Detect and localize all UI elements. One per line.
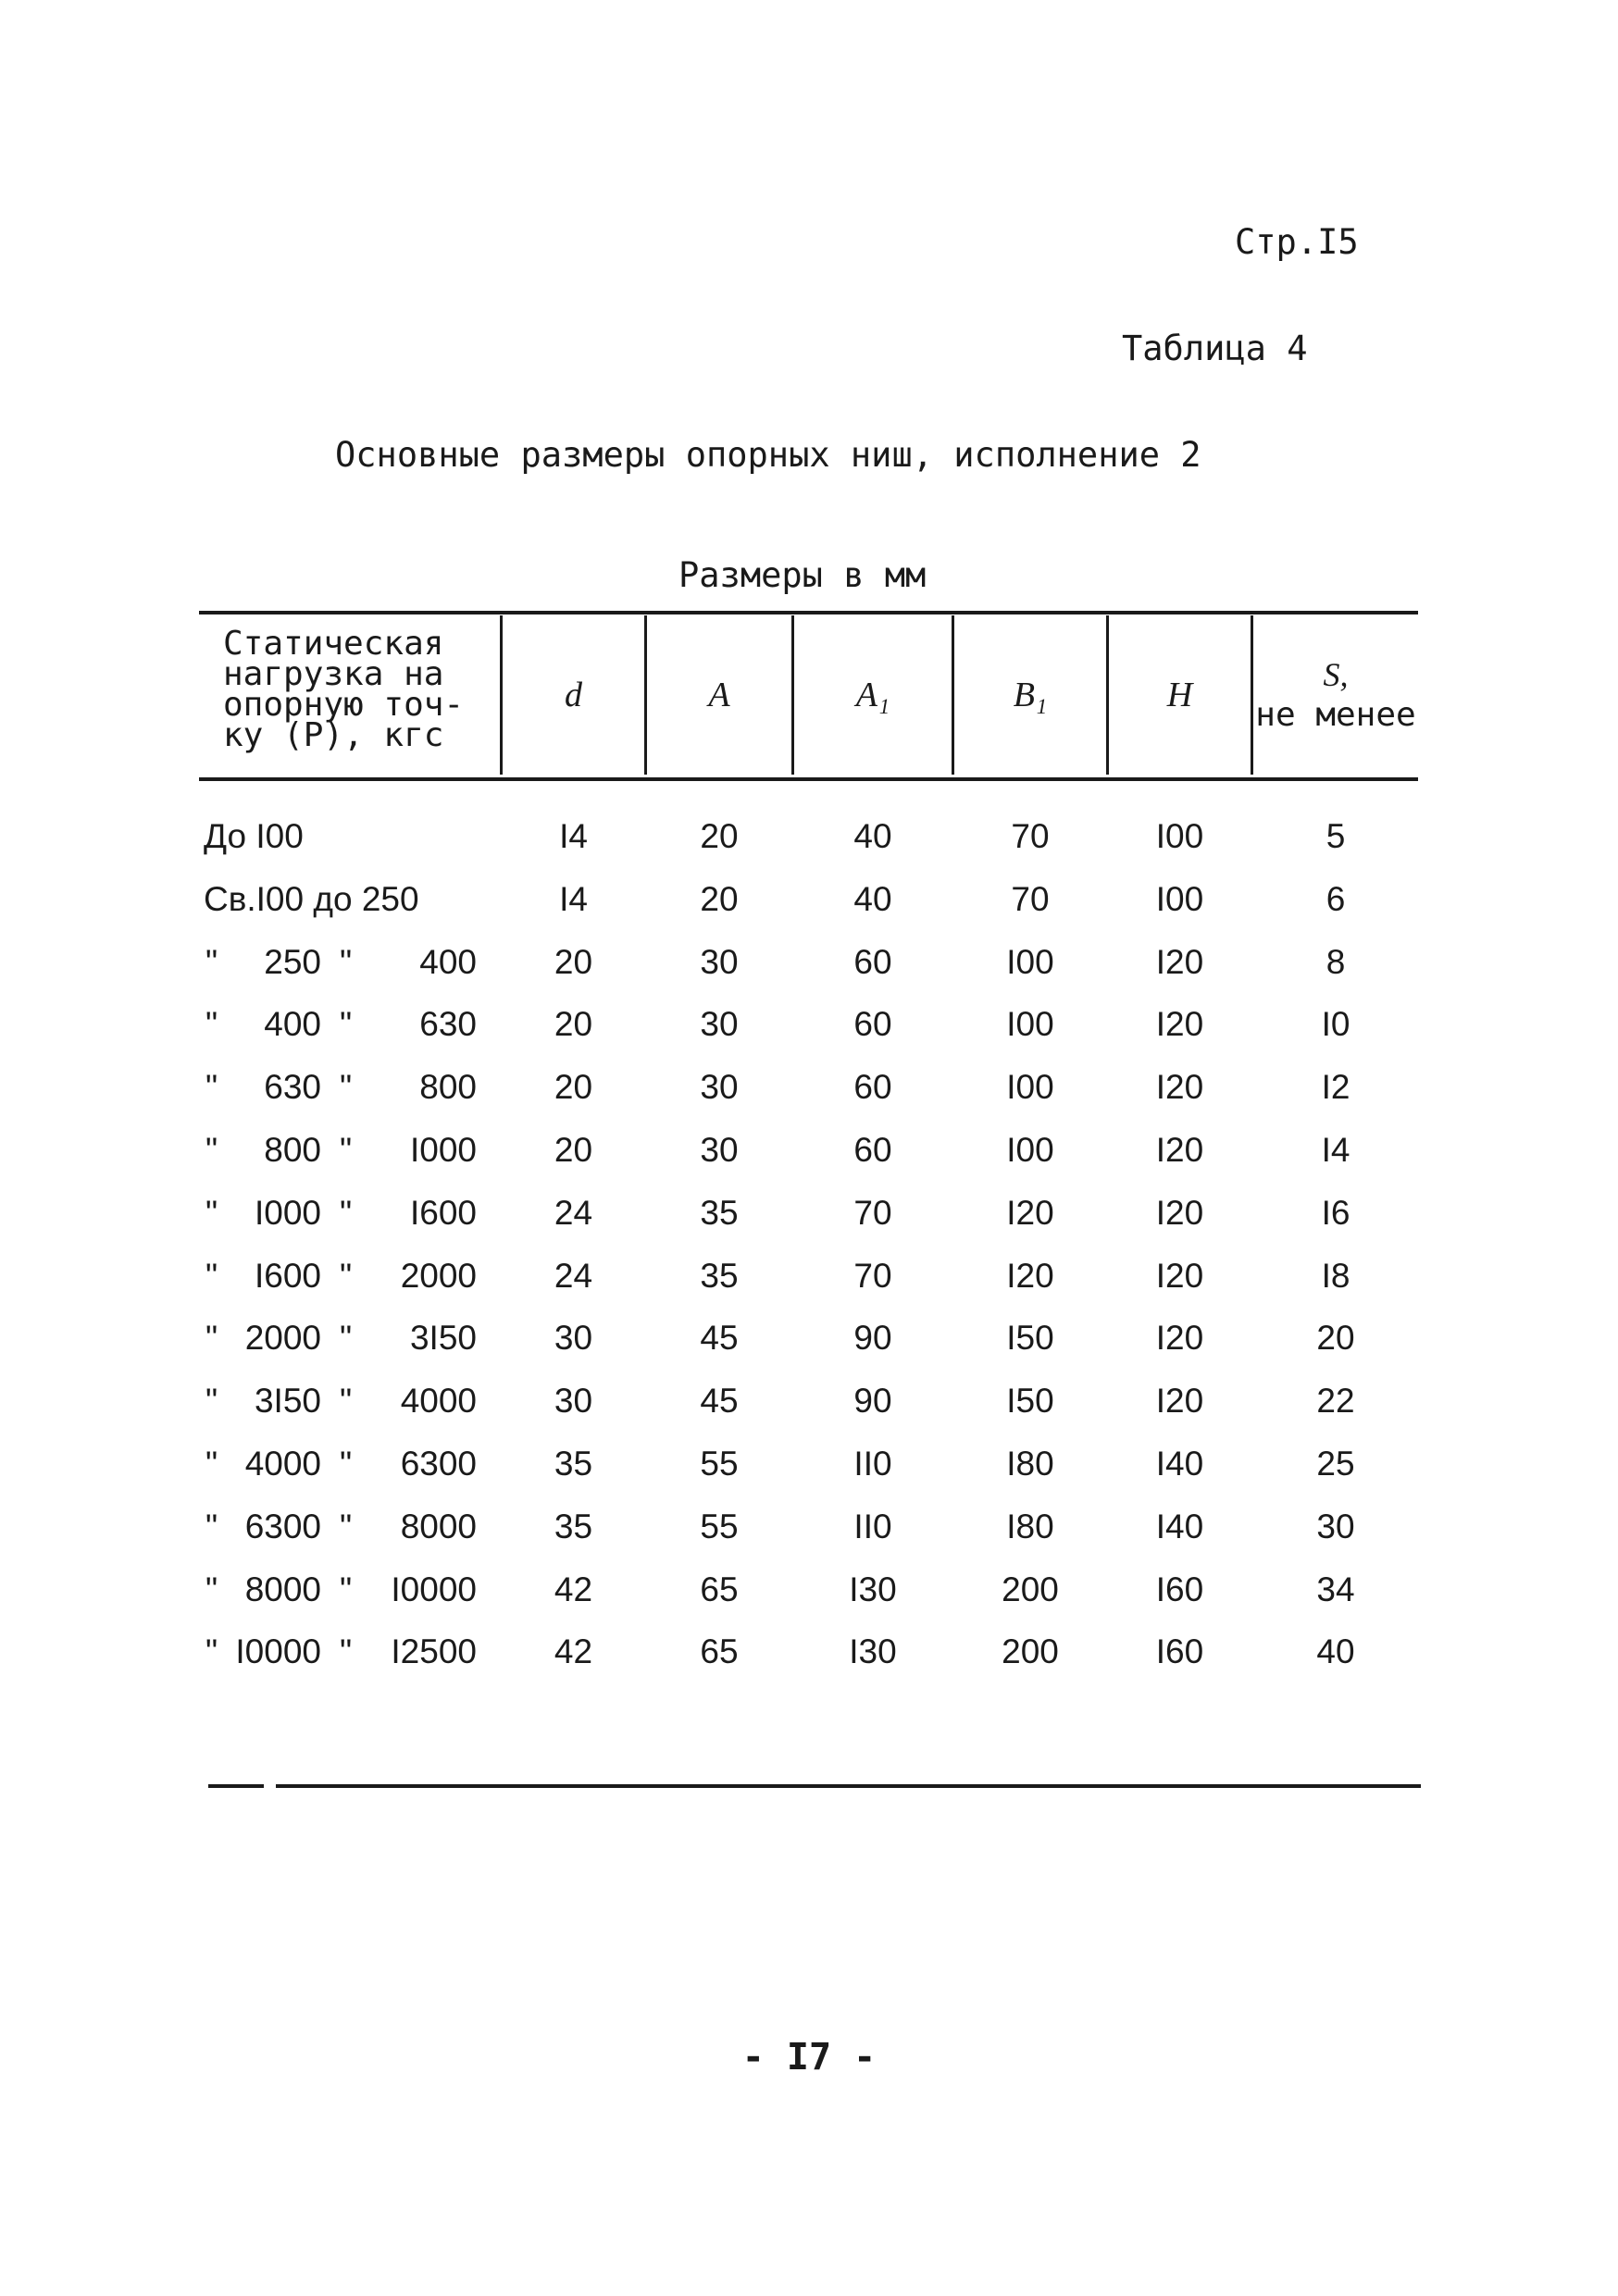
load-to-cell: 400	[419, 942, 477, 981]
ditto-mark: "	[340, 1256, 353, 1295]
ditto-mark: "	[340, 1131, 353, 1169]
load-range-cell: До I00	[204, 817, 304, 855]
value-cell-d: 20	[554, 1131, 593, 1169]
header-s-symbol: S,	[1323, 656, 1349, 693]
ditto-mark: "	[340, 1445, 353, 1483]
table-row	[199, 1119, 1418, 1182]
value-cell-a1: 60	[853, 942, 892, 981]
load-from-cell: I600	[254, 1256, 321, 1295]
table-row	[199, 1307, 1418, 1370]
value-cell-a1: 90	[853, 1319, 892, 1358]
value-cell-b1: I00	[1006, 1131, 1054, 1169]
ditto-mark: "	[205, 1570, 218, 1608]
value-cell-h: I20	[1155, 1319, 1204, 1358]
value-cell-d: 24	[554, 1193, 593, 1232]
ditto-mark: "	[340, 1193, 353, 1232]
value-cell-h: I20	[1155, 1382, 1204, 1421]
value-cell-d: 30	[554, 1382, 593, 1421]
value-cell-d: 30	[554, 1319, 593, 1358]
ditto-mark: "	[205, 1193, 218, 1232]
value-cell-s: 34	[1316, 1570, 1355, 1608]
load-to-cell: 800	[419, 1068, 477, 1107]
load-to-cell: I600	[409, 1193, 477, 1232]
value-cell-h: I00	[1155, 817, 1204, 855]
load-from-cell: I0000	[235, 1632, 321, 1671]
value-cell-b1: 70	[1011, 879, 1050, 918]
header-a1: A₁	[855, 676, 890, 714]
load-to-cell: 6300	[400, 1445, 477, 1483]
value-cell-b1: I00	[1006, 942, 1054, 981]
ditto-mark: "	[340, 1570, 353, 1608]
value-cell-a: 20	[700, 817, 739, 855]
header-s-note: не менее	[1255, 696, 1416, 734]
value-cell-d: 35	[554, 1445, 593, 1483]
load-from-cell: 8000	[244, 1570, 321, 1608]
ditto-mark: "	[205, 1068, 218, 1107]
value-cell-a1: 40	[853, 879, 892, 918]
header-load-line: ку (P), кгс	[223, 716, 444, 754]
load-from-cell: 3I50	[254, 1382, 321, 1421]
units-note: Размеры в мм	[678, 555, 927, 595]
table-label: Таблица 4	[1122, 329, 1308, 368]
ditto-mark: "	[205, 1632, 218, 1671]
load-from-cell: 400	[264, 1005, 321, 1044]
load-from-cell: I000	[254, 1193, 321, 1232]
value-cell-b1: I80	[1006, 1445, 1054, 1483]
table-title: Основные размеры опорных ниш, исполнение 2	[335, 435, 1201, 475]
value-cell-d: 42	[554, 1570, 593, 1608]
value-cell-a: 30	[700, 1005, 739, 1044]
value-cell-a1: 60	[853, 1068, 892, 1107]
value-cell-h: I40	[1155, 1445, 1204, 1483]
value-cell-s: 22	[1316, 1382, 1355, 1421]
table-row	[199, 1433, 1418, 1496]
value-cell-h: I00	[1155, 879, 1204, 918]
value-cell-s: 6	[1326, 879, 1346, 918]
load-to-cell: 630	[419, 1005, 477, 1044]
header-a: A	[708, 676, 730, 714]
value-cell-a1: 70	[853, 1256, 892, 1295]
value-cell-s: 5	[1326, 817, 1346, 855]
value-cell-b1: I00	[1006, 1068, 1054, 1107]
value-cell-d: 24	[554, 1256, 593, 1295]
value-cell-h: I40	[1155, 1507, 1204, 1545]
value-cell-a: 65	[700, 1570, 739, 1608]
ditto-mark: "	[205, 1005, 218, 1044]
table-row	[199, 805, 1418, 868]
ditto-mark: "	[340, 1507, 353, 1545]
page-label: Стр.I5	[1235, 222, 1359, 262]
value-cell-s: 8	[1326, 942, 1346, 981]
load-to-cell: I0000	[391, 1570, 477, 1608]
ditto-mark: "	[205, 1507, 218, 1545]
value-cell-s: 30	[1316, 1507, 1355, 1545]
load-from-cell: 800	[264, 1131, 321, 1169]
load-to-cell: 8000	[400, 1507, 477, 1545]
load-from-cell: 6300	[244, 1507, 321, 1545]
value-cell-a1: II0	[853, 1507, 892, 1545]
table-bottom-rule	[276, 1784, 1421, 1788]
value-cell-b1: 200	[1002, 1632, 1059, 1671]
value-cell-d: 42	[554, 1632, 593, 1671]
value-cell-a1: I30	[849, 1570, 897, 1608]
ditto-mark: "	[340, 1319, 353, 1358]
value-cell-s: I8	[1321, 1256, 1350, 1295]
value-cell-h: I20	[1155, 1005, 1204, 1044]
header-bottom-rule	[199, 777, 1418, 781]
value-cell-a1: 60	[853, 1131, 892, 1169]
value-cell-d: I4	[559, 817, 588, 855]
ditto-mark: "	[340, 1382, 353, 1421]
value-cell-a1: 60	[853, 1005, 892, 1044]
header-d: d	[565, 676, 582, 714]
value-cell-d: 20	[554, 1005, 593, 1044]
value-cell-b1: I50	[1006, 1382, 1054, 1421]
value-cell-a: 30	[700, 1068, 739, 1107]
value-cell-b1: I50	[1006, 1319, 1054, 1358]
table-row	[199, 931, 1418, 994]
value-cell-a: 30	[700, 942, 739, 981]
value-cell-b1: I20	[1006, 1256, 1054, 1295]
table-row	[199, 993, 1418, 1056]
header-load	[223, 615, 492, 788]
value-cell-a: 30	[700, 1131, 739, 1169]
value-cell-h: I20	[1155, 1256, 1204, 1295]
load-to-cell: 3I50	[409, 1319, 477, 1358]
value-cell-a: 35	[700, 1193, 739, 1232]
header-load-line: нагрузка на	[223, 655, 444, 693]
value-cell-a: 20	[700, 879, 739, 918]
value-cell-s: I0	[1321, 1005, 1350, 1044]
value-cell-s: I4	[1321, 1131, 1350, 1169]
table-row	[199, 868, 1418, 931]
value-cell-a1: 90	[853, 1382, 892, 1421]
ditto-mark: "	[340, 1068, 353, 1107]
table-row	[199, 1558, 1418, 1621]
value-cell-a1: 40	[853, 817, 892, 855]
value-cell-a: 65	[700, 1632, 739, 1671]
header-b1: B₁	[1013, 676, 1048, 714]
bottom-rule-fragment	[208, 1784, 264, 1788]
table-top-rule	[199, 611, 1418, 614]
value-cell-d: 35	[554, 1507, 593, 1545]
ditto-mark: "	[205, 942, 218, 981]
load-from-cell: 4000	[244, 1445, 321, 1483]
ditto-mark: "	[205, 1445, 218, 1483]
ditto-mark: "	[340, 1632, 353, 1671]
value-cell-d: I4	[559, 879, 588, 918]
value-cell-a: 55	[700, 1445, 739, 1483]
page-number: - I7 -	[741, 2036, 877, 2079]
value-cell-d: 20	[554, 1068, 593, 1107]
load-range-cell: Св.I00 до 250	[204, 879, 419, 918]
value-cell-a: 35	[700, 1256, 739, 1295]
ditto-mark: "	[205, 1319, 218, 1358]
header-load-line: опорную точ-	[223, 686, 465, 724]
value-cell-a1: II0	[853, 1445, 892, 1483]
table-row	[199, 1620, 1418, 1683]
load-from-cell: 2000	[244, 1319, 321, 1358]
table-row	[199, 1496, 1418, 1558]
header-load-line: Статическая	[223, 625, 444, 663]
value-cell-a1: 70	[853, 1193, 892, 1232]
value-cell-b1: 70	[1011, 817, 1050, 855]
value-cell-h: I60	[1155, 1632, 1204, 1671]
load-from-cell: 630	[264, 1068, 321, 1107]
value-cell-h: I20	[1155, 1131, 1204, 1169]
value-cell-s: 40	[1316, 1632, 1355, 1671]
ditto-mark: "	[340, 942, 353, 981]
value-cell-a: 55	[700, 1507, 739, 1545]
header-s	[1253, 615, 1418, 775]
ditto-mark: "	[205, 1382, 218, 1421]
table-row	[199, 1245, 1418, 1308]
table-row	[199, 1182, 1418, 1245]
value-cell-a: 45	[700, 1382, 739, 1421]
value-cell-a1: I30	[849, 1632, 897, 1671]
value-cell-s: I2	[1321, 1068, 1350, 1107]
ditto-mark: "	[205, 1131, 218, 1169]
load-to-cell: I000	[409, 1131, 477, 1169]
ditto-mark: "	[205, 1256, 218, 1295]
ditto-mark: "	[340, 1005, 353, 1044]
value-cell-h: I20	[1155, 1068, 1204, 1107]
load-to-cell: 4000	[400, 1382, 477, 1421]
load-to-cell: I2500	[391, 1632, 477, 1671]
value-cell-s: 25	[1316, 1445, 1355, 1483]
value-cell-b1: I80	[1006, 1507, 1054, 1545]
header-h: H	[1166, 676, 1193, 714]
value-cell-h: I20	[1155, 942, 1204, 981]
value-cell-b1: 200	[1002, 1570, 1059, 1608]
value-cell-d: 20	[554, 942, 593, 981]
value-cell-a: 45	[700, 1319, 739, 1358]
value-cell-h: I20	[1155, 1193, 1204, 1232]
load-to-cell: 2000	[400, 1256, 477, 1295]
value-cell-s: 20	[1316, 1319, 1355, 1358]
value-cell-s: I6	[1321, 1193, 1350, 1232]
table-row	[199, 1056, 1418, 1119]
value-cell-b1: I00	[1006, 1005, 1054, 1044]
value-cell-h: I60	[1155, 1570, 1204, 1608]
load-from-cell: 250	[264, 942, 321, 981]
table-row	[199, 1370, 1418, 1433]
value-cell-b1: I20	[1006, 1193, 1054, 1232]
